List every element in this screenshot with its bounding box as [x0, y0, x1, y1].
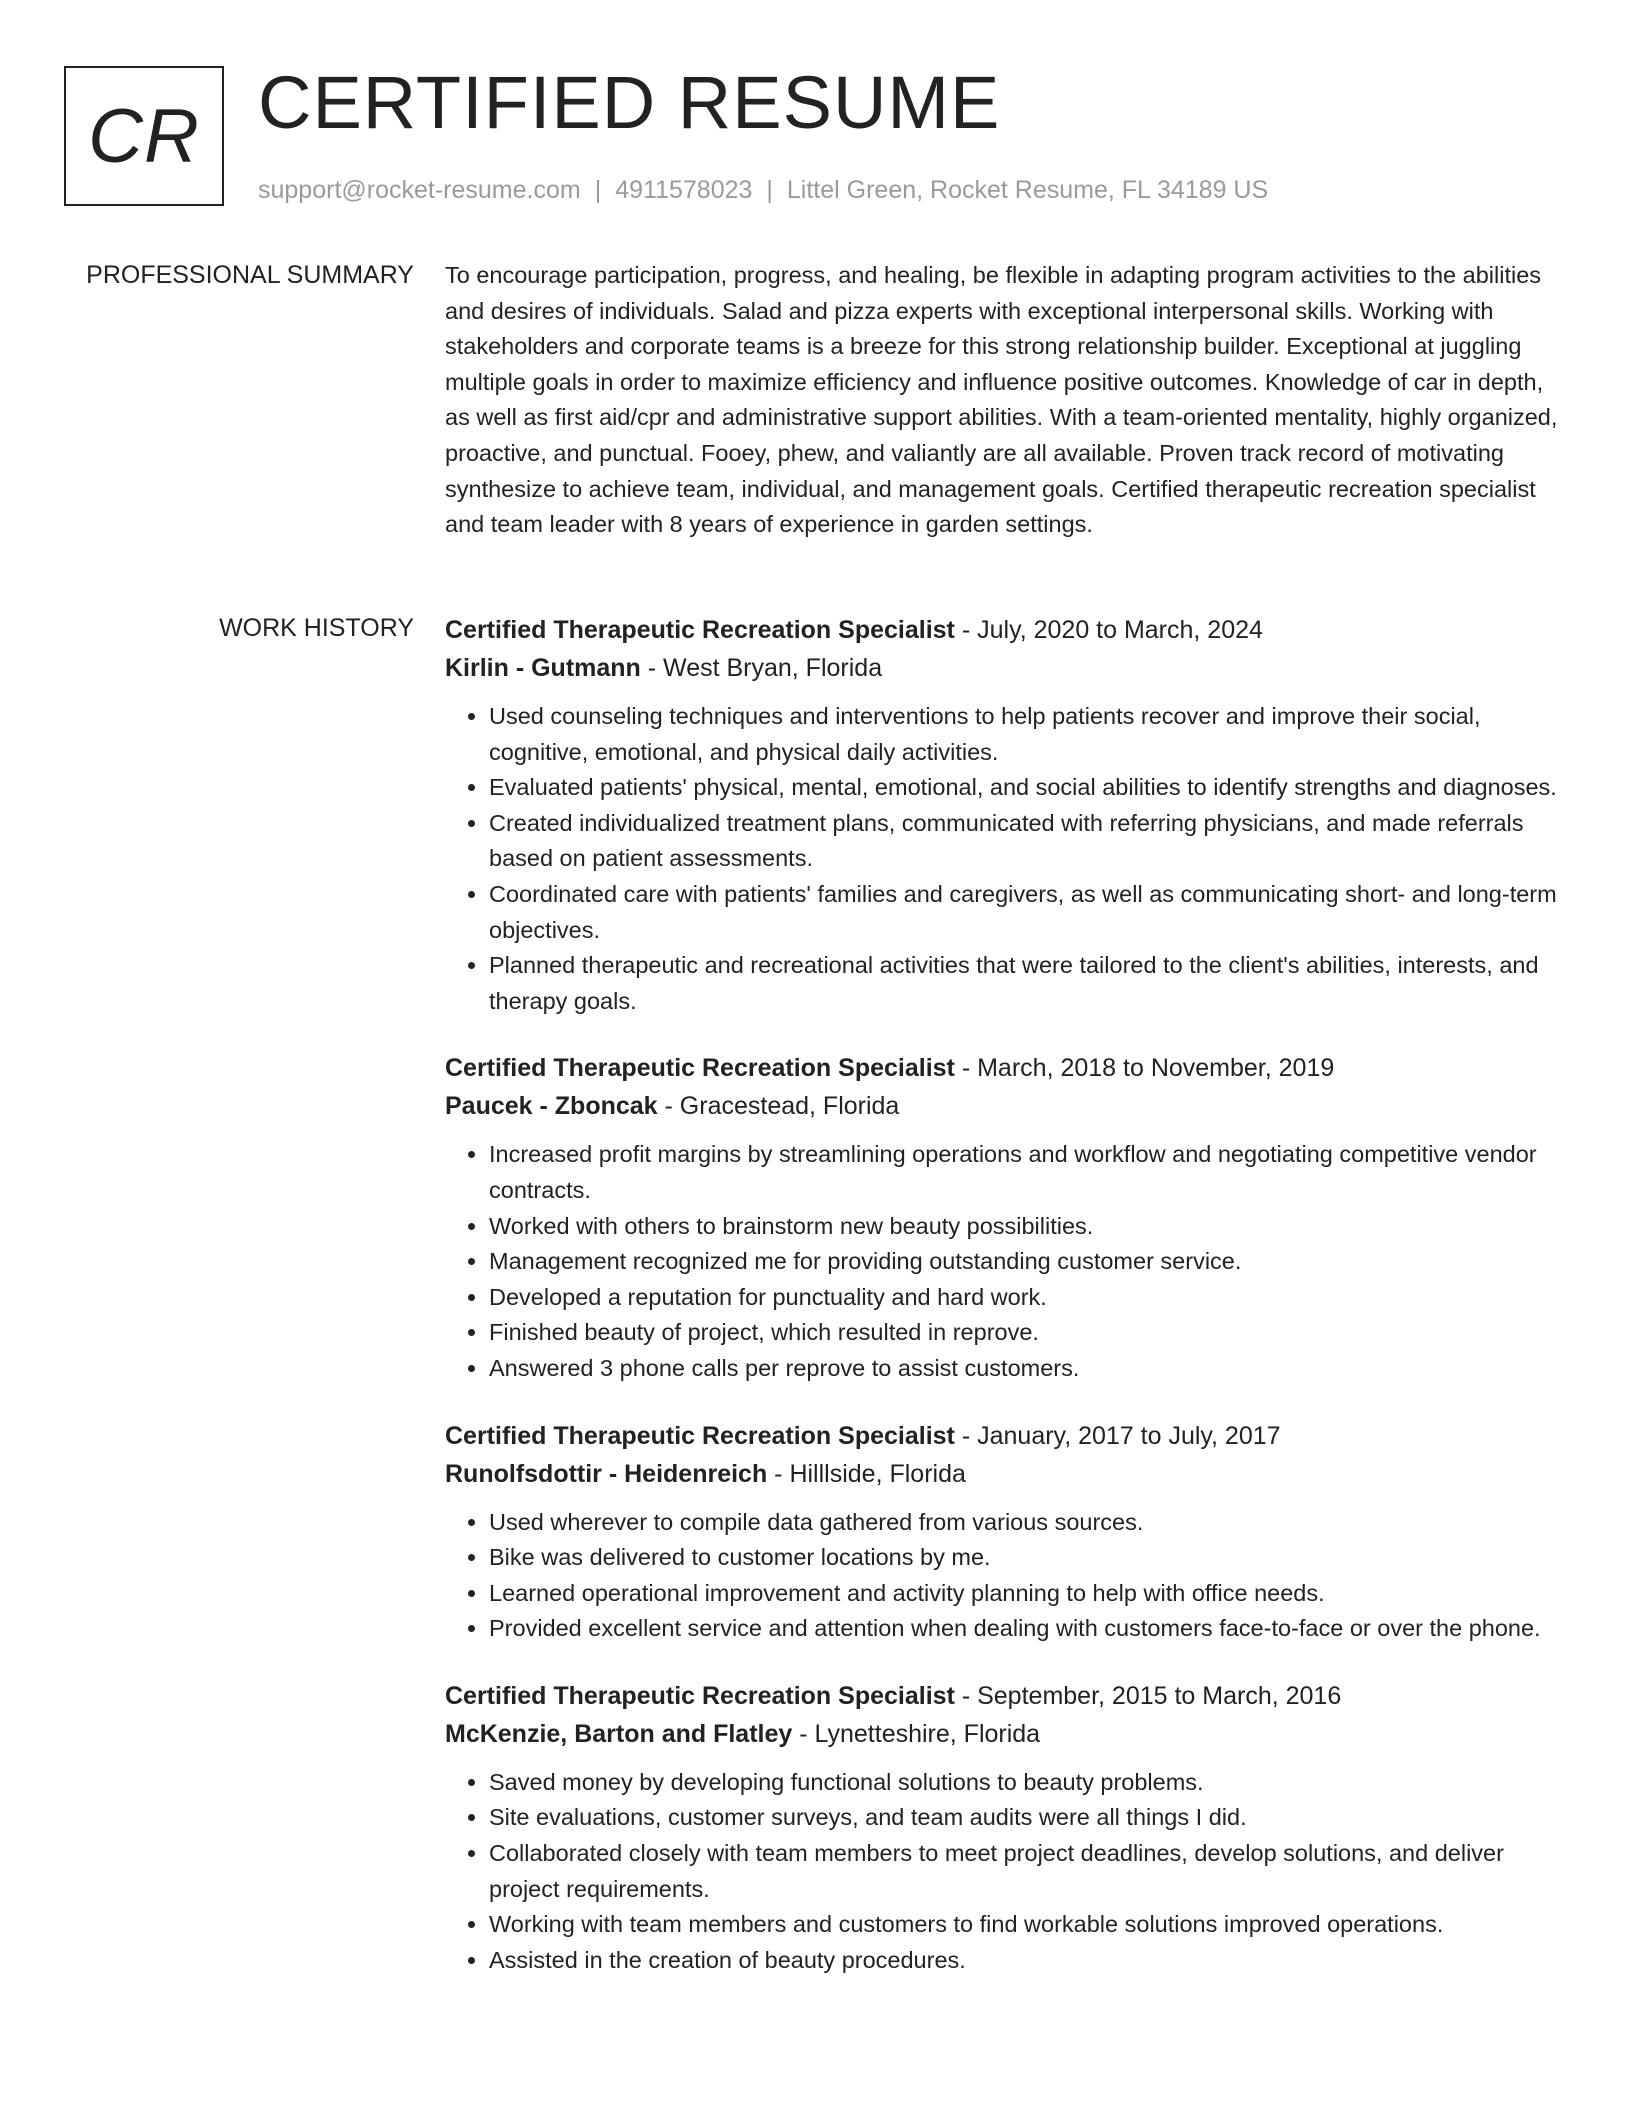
job-bullet-list	[445, 1505, 1565, 1647]
job-title-line	[445, 1677, 1565, 1715]
job-bullet: • Evaluated patients' physical, mental, emotional, and social abilities to identify strengths and diagnoses.	[489, 770, 1565, 806]
job-company: McKenzie, Barton and Flatley	[445, 1719, 793, 1748]
job-bullet: • Created individualized treatment plans, communicated with referring physicians, and made referrals based on patient assessments.	[489, 806, 1565, 877]
job-entry	[445, 1049, 1565, 1386]
job-title-line	[445, 1417, 1565, 1455]
job-bullet: • Saved money by developing functional solutions to beauty problems.	[489, 1765, 1565, 1801]
job-location: - West Bryan, Florida	[640, 654, 883, 682]
job-bullet: • Learned operational improvement and activity planning to help with office needs.	[489, 1576, 1565, 1612]
job-bullet: • Site evaluations, customer surveys, and team audits were all things I did.	[489, 1800, 1565, 1836]
monogram-text: CR	[88, 93, 200, 179]
job-company-line	[445, 1087, 1565, 1125]
job-bullet: • Used wherever to compile data gathered from various sources.	[489, 1505, 1565, 1541]
job-company: Paucek - Zboncak	[445, 1092, 658, 1121]
job-bullet: • Answered 3 phone calls per reprove to assist customers.	[489, 1351, 1565, 1387]
summary-heading: PROFESSIONAL SUMMARY	[86, 261, 414, 289]
job-bullet: • Provided excellent service and attention when dealing with customers face-to-face or over the phone.	[489, 1611, 1565, 1647]
job-title: Certified Therapeutic Recreation Specialist	[445, 616, 955, 644]
job-bullet: • Collaborated closely with team members to meet project deadlines, develop solutions, and deliver project requirements.	[489, 1836, 1565, 1907]
job-location: - Lynetteshire, Florida	[792, 1719, 1041, 1748]
job-location: - Gracestead, Florida	[657, 1092, 900, 1121]
job-dates: - September, 2015 to March, 2016	[954, 1681, 1342, 1710]
job-bullet: • Finished beauty of project, which resulted in reprove.	[489, 1315, 1565, 1351]
work-history-heading: WORK HISTORY	[219, 614, 414, 642]
contact-separator: |	[766, 176, 773, 204]
job-company-line	[445, 1455, 1565, 1493]
job-bullet: • Working with team members and customers to find workable solutions improved operations.	[489, 1907, 1565, 1943]
job-title-line	[445, 1049, 1565, 1087]
job-bullet-list	[445, 1137, 1565, 1386]
job-company: Runolfsdottir - Heidenreich	[445, 1459, 768, 1488]
contact-phone: 4911578023	[615, 176, 753, 204]
job-bullet: • Increased profit margins by streamlining operations and workflow and negotiating competitive vendor contracts.	[489, 1137, 1565, 1208]
job-title: Certified Therapeutic Recreation Specialist	[445, 1681, 955, 1710]
monogram-logo	[64, 66, 224, 206]
summary-text: To encourage participation, progress, and healing, be flexible in adapting program activities to the abilities and desires of individuals. Salad and pizza experts with exceptional interpersonal skills. Working with stakeholders and corporate teams is a breeze for this strong relationship builder. Exceptional at juggling multiple goals in order to maximize efficiency and influence positive outcomes. Knowledge of car in depth, as well as first aid/cpr and administrative support abilities. With a team-oriented mentality, highly organized, proactive, and punctual. Fooey, phew, and valiantly are all available. Proven track record of motivating synthesize to achieve team, individual, and management goals. Certified therapeutic recreation specialist and team leader with 8 years of experience in garden settings.	[445, 262, 1558, 538]
job-company: Kirlin - Gutmann	[445, 654, 641, 682]
contact-line	[258, 174, 1268, 206]
job-bullet: • Bike was delivered to customer locations by me.	[489, 1540, 1565, 1576]
job-dates: - January, 2017 to July, 2017	[954, 1421, 1281, 1450]
job-bullet: • Management recognized me for providing outstanding customer service.	[489, 1244, 1565, 1280]
contact-separator: |	[594, 176, 602, 204]
job-company-line	[445, 1715, 1565, 1753]
job-bullet: • Planned therapeutic and recreational activities that were tailored to the client's abilities, interests, and therapy goals.	[489, 948, 1565, 1019]
job-entry	[445, 1677, 1565, 1979]
job-title-line	[445, 611, 1565, 649]
job-bullet: • Coordinated care with patients' families and caregivers, as well as communicating short- and long-term objectives.	[489, 877, 1565, 948]
contact-email: support@rocket-resume.com	[258, 176, 581, 204]
work-history-body	[445, 611, 1565, 2008]
contact-address: Littel Green, Rocket Resume, FL 34189 US	[786, 176, 1269, 204]
job-title: Certified Therapeutic Recreation Specialist	[445, 1421, 955, 1450]
job-bullet: • Assisted in the creation of beauty procedures.	[489, 1943, 1565, 1979]
job-company-line	[445, 649, 1565, 687]
job-bullet-list	[445, 699, 1565, 1019]
job-title: Certified Therapeutic Recreation Specialist	[445, 1054, 955, 1083]
job-entry	[445, 1417, 1565, 1647]
job-bullet-list	[445, 1765, 1565, 1979]
resume-name: CERTIFIED RESUME	[258, 61, 1001, 144]
job-bullet: • Used counseling techniques and interventions to help patients recover and improve their social, cognitive, emotional, and physical daily activities.	[489, 699, 1565, 770]
job-location: - Hilllside, Florida	[767, 1459, 966, 1488]
summary-body	[445, 258, 1565, 543]
job-bullet: • Developed a reputation for punctuality and hard work.	[489, 1280, 1565, 1316]
job-dates: - July, 2020 to March, 2024	[954, 616, 1263, 644]
job-entry	[445, 611, 1565, 1019]
job-dates: - March, 2018 to November, 2019	[954, 1054, 1335, 1083]
job-bullet: • Worked with others to brainstorm new beauty possibilities.	[489, 1209, 1565, 1245]
